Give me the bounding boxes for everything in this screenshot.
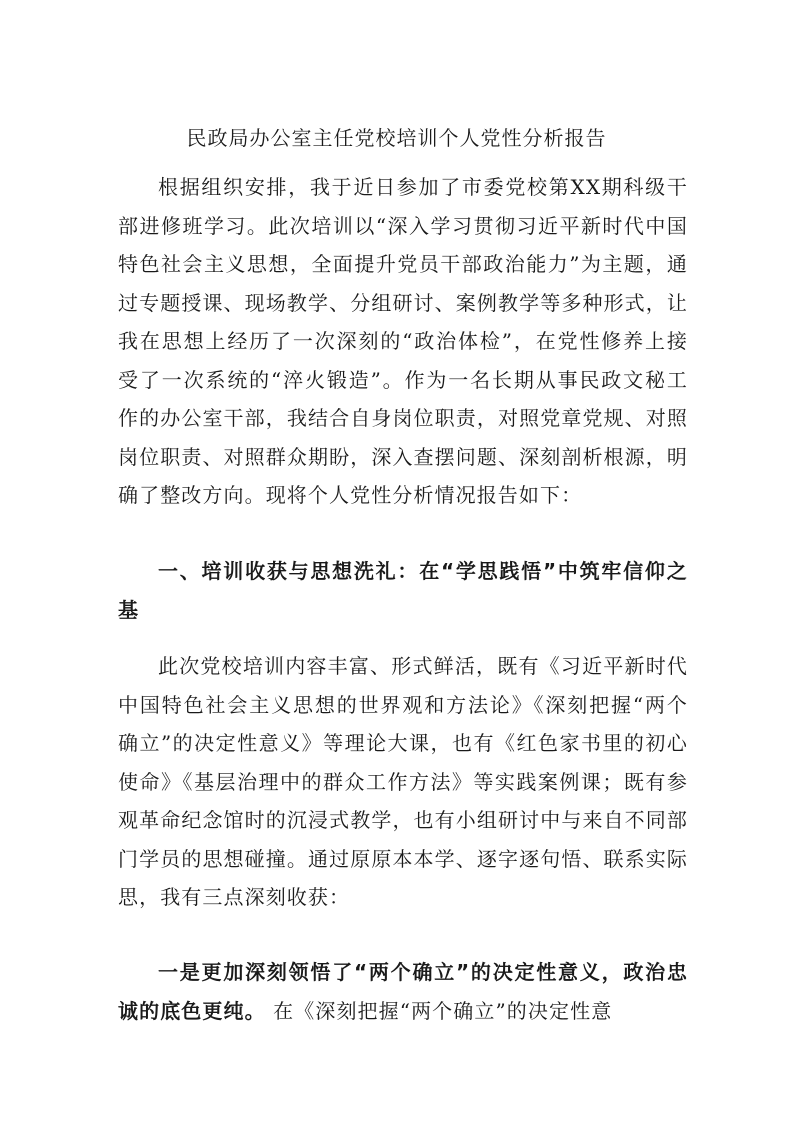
point-one-paragraph xyxy=(118,953,688,1030)
point-one-lead: 一是更加深刻领悟了“两个确立”的决定性意义，政治忠诚的底色更纯。 xyxy=(118,960,688,1023)
point-one-text: 在《深刻把握“两个确立”的决定性意 xyxy=(265,998,613,1023)
section-paragraph: 此次党校培训内容丰富、形式鲜活，既有《习近平新时代中国特色社会主义思想的世界观和方法论》《深刻把握“两个确立”的决定性意义》等理论大课，也有《红色家书里的初心使命》《基层治理中的群众工作方法》等实践案例课；既有参观革命纪念馆时的沉浸式教学，也有小组研讨中与来自不同部门学员的思想碰撞。通过原原本本学、逐字逐句悟、联系实际思，我有三点深刻收获： xyxy=(118,654,688,909)
section-heading: 一、培训收获与思想洗礼：在“学思践悟”中筑牢信仰之基 xyxy=(118,559,688,622)
document-title: 民政局办公室主任党校培训个人党性分析报告 xyxy=(186,126,607,150)
intro-paragraph: 根据组织安排，我于近日参加了市委党校第XX期科级干部进修班学习。此次培训以“深入学习贯彻习近平新时代中国特色社会主义思想，全面提升党员干部政治能力”为主题，通过专题授课、现场教学、分组研讨、案例教学等多种形式，让我在思想上经历了一次深刻的“政治体检”，在党性修养上接受了一次系统的“淬火锻造”。作为一名长期从事民政文秘工作的办公室干部，我结合自身岗位职责，对照党章党规、对照岗位职责、对照群众期盼，深入查摆问题、深刻剖析根源，明确了整改方向。现将个人党性分析情况报告如下： xyxy=(118,175,688,507)
